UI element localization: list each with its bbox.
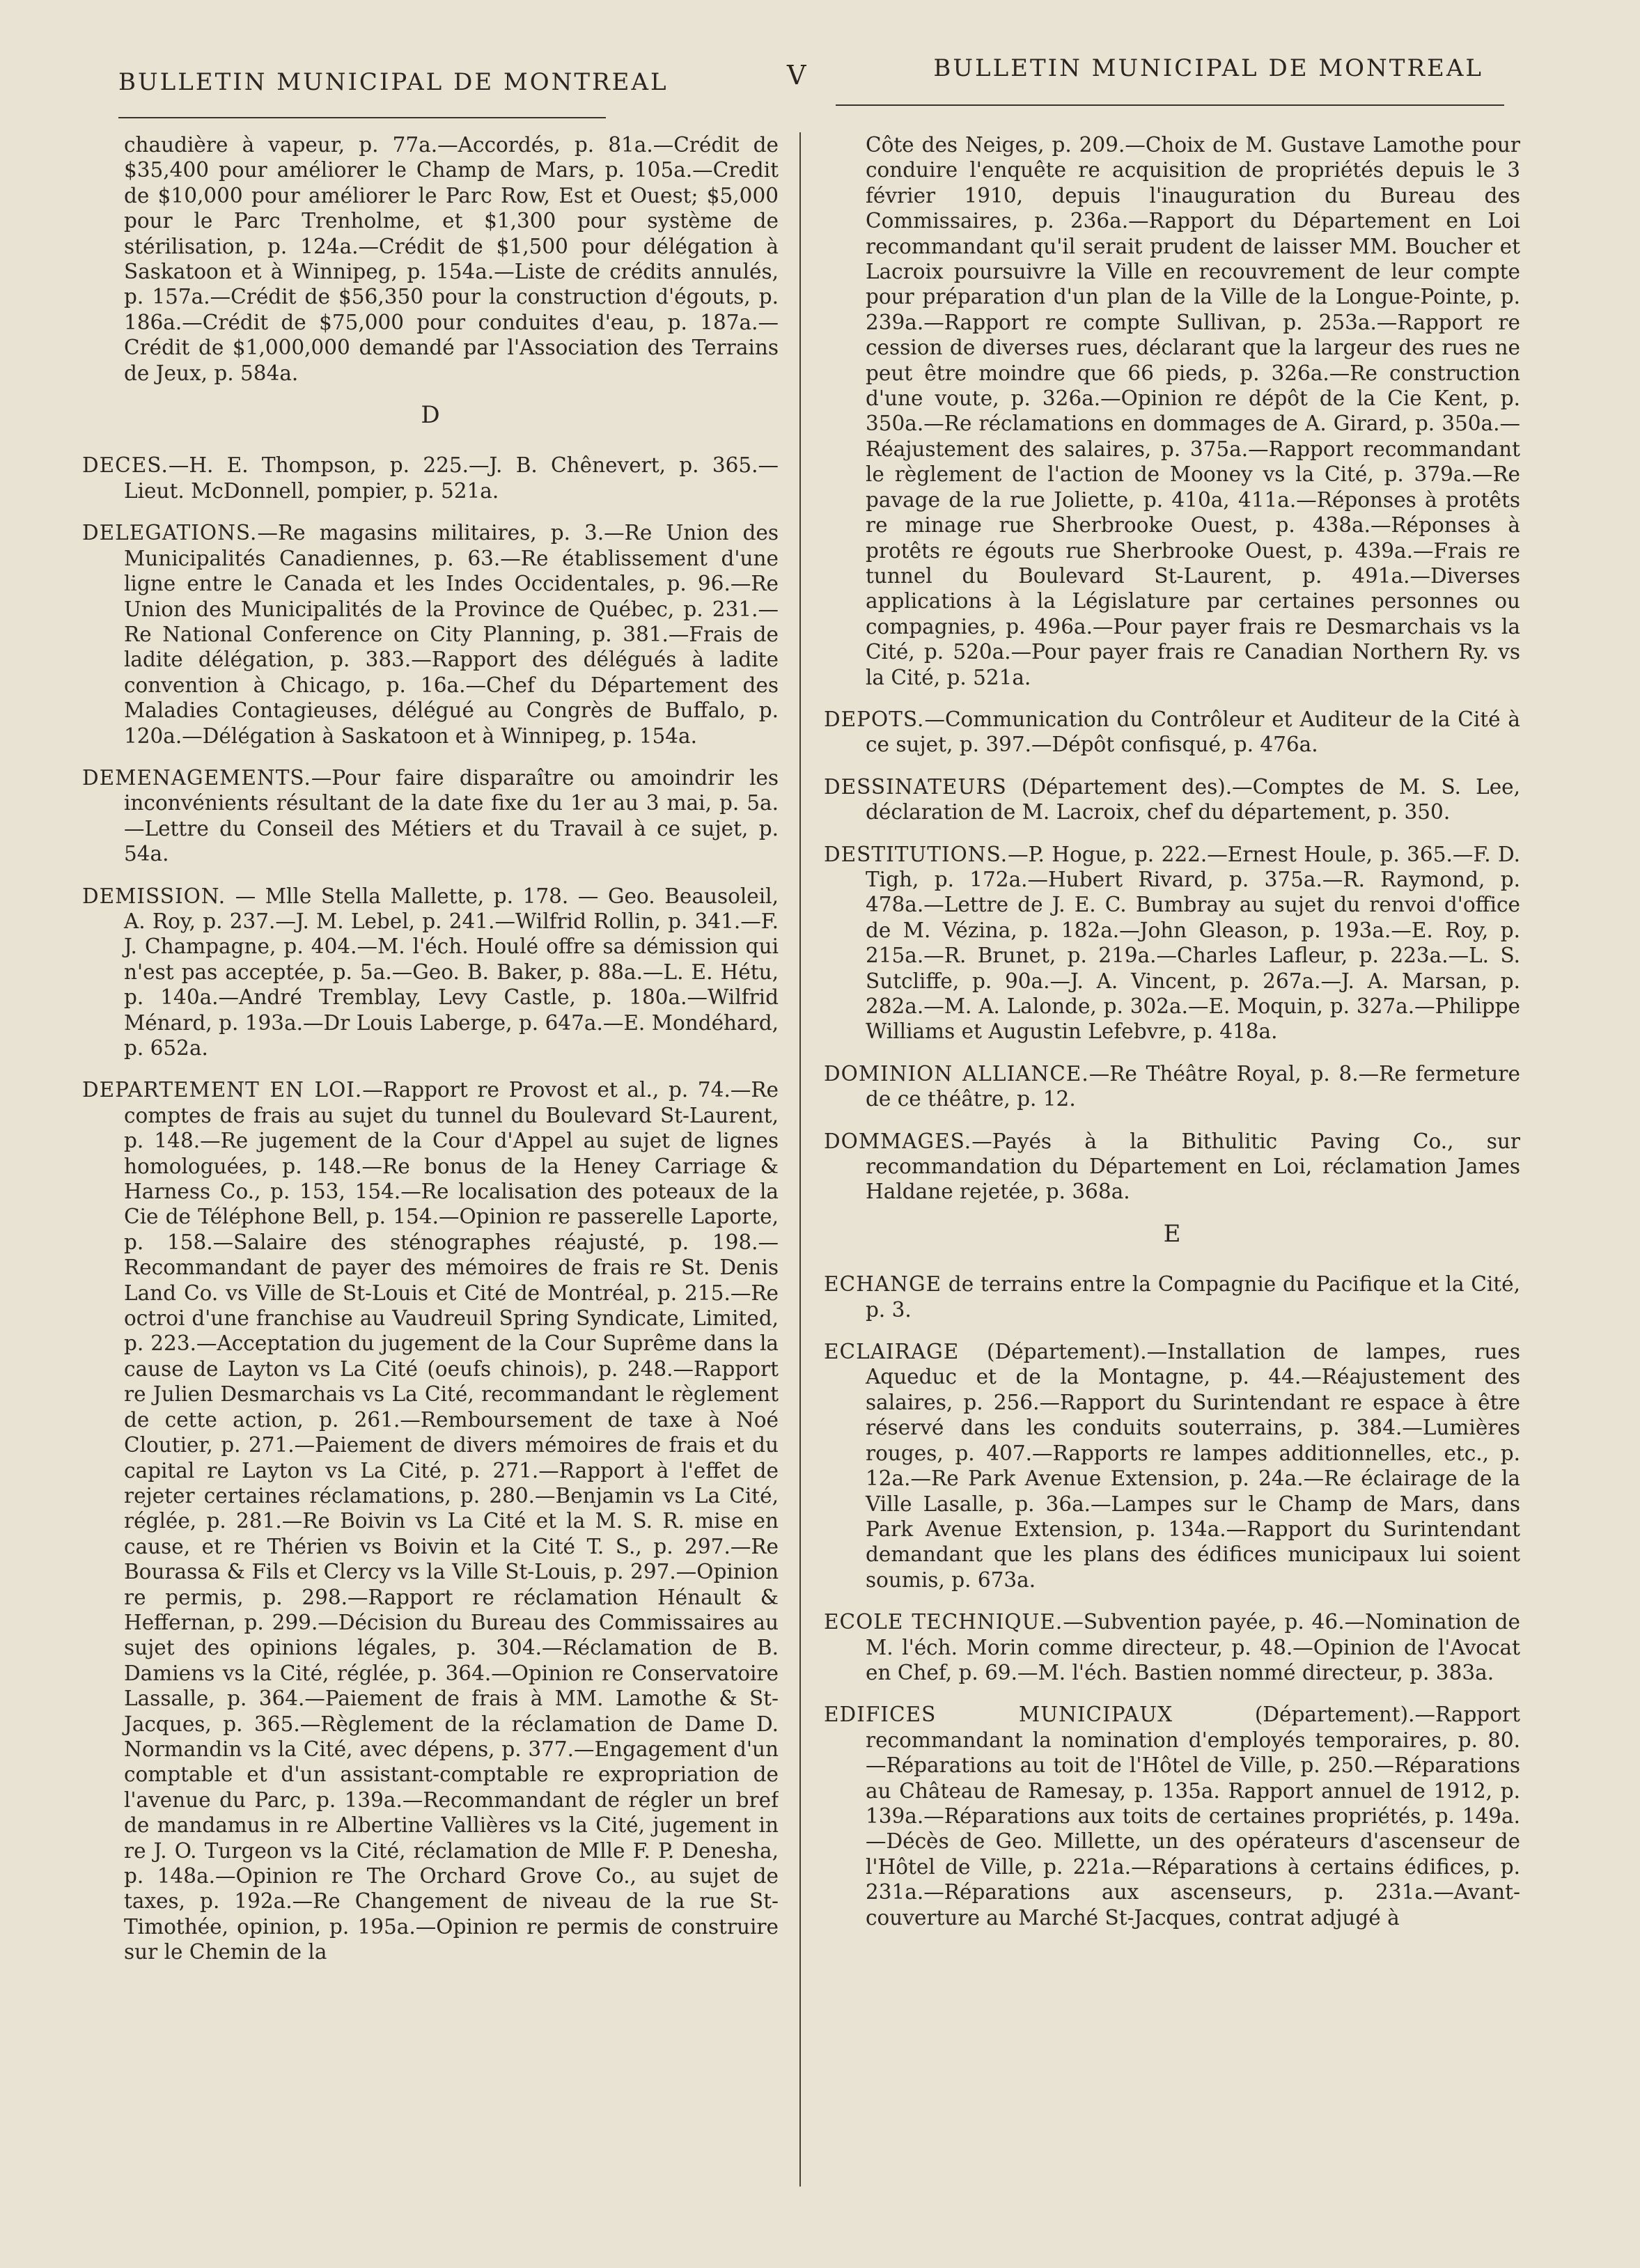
entry-text: — Mlle Stella Mallette, p. 178. — Geo. Beausoleil, A. Roy, p. 237.—J. M. Lebel, p. 241.—Wilfrid Rollin, p. 341.—F. J. Champagne, p. 404.—M. l'éch. Houlé offre sa démission qui n'est pas acceptée, p. 5a.—Geo. B. Baker, p. 88a.—L. E. Hétu, p. 140a.—André Tremblay, Levy Castle, p. 180a.—Wilfrid Ménard, p. 193a.—Dr Louis Laberge, p. 647a.—E. Mondéhard, p. 652a. <box>124 884 779 1060</box>
index-entry-dominion-alliance <box>824 1061 1520 1112</box>
index-entry-dessinateurs <box>824 774 1520 825</box>
entry-term: DOMINION ALLIANCE. <box>824 1061 1089 1086</box>
entry-term: ECHANGE <box>824 1272 942 1297</box>
entry-text: —Subvention payée, p. 46.—Nomination de M. l'éch. Morin comme directeur, p. 48.—Opinion de l'Avocat en Chef, p. 69.—M. l'éch. Bastien nommé directeur, p. 383a. <box>866 1610 1520 1684</box>
entry-term: DOMMAGES. <box>824 1129 972 1153</box>
entry-term: ECOLE TECHNIQUE. <box>824 1610 1063 1634</box>
index-entry-demenagements <box>82 765 779 867</box>
entry-text: —P. Hogue, p. 222.—Ernest Houle, p. 365.—F. D. Tigh, p. 172a.—Hubert Rivard, p. 375a.—R. Raymond, p. 478a.—Lettre de J. E. C. Bumbray au sujet du renvoi d'office de M. Vézina, p. 182a.—John Gleason, p. 193a.—E. Roy, p. 215a.—R. Brunet, p. 219a.—Charles Lafleur, p. 223a.—L. S. Sutcliffe, p. 90a.—J. A. Vincent, p. 267a.—J. A. Marsan, p. 282a.—M. A. Lalonde, p. 302a.—E. Moquin, p. 327a.—Philippe Williams et Augustin Lefebvre, p. 418a. <box>866 842 1520 1044</box>
header-rule-right <box>836 104 1504 106</box>
section-letter-d: D <box>421 401 440 430</box>
index-entry-dommages <box>824 1129 1520 1205</box>
entry-term: ECLAIRAGE <box>824 1340 960 1364</box>
index-entry-delegations <box>82 520 779 749</box>
left-column <box>82 132 779 2249</box>
continued-entry: chaudière à vapeur, p. 77a.—Accordés, p. 81a.—Crédit de $35,400 pour améliorer le Champ de Mars, p. 105a.—Credit de $10,000 pour améliorer le Parc Row, Est et Ouest; $5,000 pour le Parc Trenholme, et $1,300 pour système de stérilisation, p. 124a.—Crédit de $1,500 pour délégation à Saskatoon et à Winnipeg, p. 154a.—Liste de crédits annulés, p. 157a.—Crédit de $56,350 pour la construction d'égouts, p. 186a.—Crédit de $75,000 pour conduites d'eau, p. 187a.—Crédit de $1,000,000 demandé par l'Association des Terrains de Jeux, p. 584a. <box>124 133 779 385</box>
entry-text: —Pour faire disparaître ou amoindrir les inconvénients résultant de la date fixe du 1er au 3 mai, p. 5a.—Lettre du Conseil des Métiers et du Travail à ce sujet, p. 54a. <box>124 765 779 866</box>
entry-text: de terrains entre la Compagnie du Pacifique et la Cité, p. 3. <box>866 1272 1520 1322</box>
entry-term: DELEGATIONS. <box>82 521 258 545</box>
entry-term: DEMISSION. <box>82 884 226 908</box>
entry-term: DEPOTS. <box>824 707 925 731</box>
entry-term: DESSINATEURS <box>824 774 1007 799</box>
entry-text: —Re Théâtre Royal, p. 8.—Re fermeture de ce théâtre, p. 12. <box>866 1061 1520 1111</box>
entry-text: (Département des).—Comptes de M. S. Lee, déclaration de M. Lacroix, chef du département, p. 350. <box>866 774 1520 824</box>
entry-text: —H. E. Thompson, p. 225.—J. B. Chênevert, p. 365.—Lieut. McDonnell, pompier, p. 521a. <box>124 453 779 503</box>
entry-text: —Rapport re Provost et al., p. 74.—Re comptes de frais au sujet du tunnel du Boulevard St-Laurent, p. 148.—Re jugement de la Cour d'Appel au sujet de lignes homologuées, p. 148.—Re bonus de la Heney Carriage & Harness Co., p. 153, 154.—Re localisation des poteaux de la Cie de Téléphone Bell, p. 154.—Opinion re passerelle Laporte, p. 158.—Salaire des sténographes réajusté, p. 198.—Recommandant de payer des mémoires de frais re St. Denis Land Co. vs Ville de St-Louis et Cité de Montréal, p. 215.—Re octroi d'une franchise au Vaudreuil Spring Syndicate, Limited, p. 223.—Acceptation du jugement de la Cour Suprême dans la cause de Layton vs La Cité (oeufs chinois), p. 248.—Rapport re Julien Desmarchais vs La Cité, recommandant le règlement de cette action, p. 261.—Remboursement de taxe à Noé Cloutier, p. 271.—Paiement de divers mémoires de frais et du capital re Layton vs La Cité, p. 271.—Rapport à l'effet de rejeter certaines réclamations, p. 280.—Benjamin vs La Cité, réglée, p. 281.—Re Boivin vs La Cité et la M. S. R. mise en cause, et re Thérien vs Boivin et la Cité T. S., p. 297.—Re Bourassa & Fils et Clercy vs la Ville St-Louis, p. 297.—Opinion re permis, p. 298.—Rapport re réclamation Hénault & Heffernan, p. 299.—Décision du Bureau des Commissaires au sujet des opinions légales, p. 304.—Réclamation de B. Damiens vs la Cité, réglée, p. 364.—Opinion re Conservatoire Lassalle, p. 364.—Paiement de frais à MM. Lamothe & St-Jacques, p. 365.—Règlement de la réclamation de Dame D. Normandin vs la Cité, avec dépens, p. 377.—Engagement d'un comptable et d'un assistant-comptable re expropriation de l'avenue du Parc, p. 139a.—Recommandant de régler un bref de mandamus in re Albertine Vallières vs la Cité, jugement in re J. O. Turgeon vs la Cité, réclamation de Mlle F. P. Denesha, p. 148a.—Opinion re The Orchard Grove Co., au sujet de taxes, p. 192a.—Re Changement de niveau de la rue St-Timothée, opinion, p. 195a.—Opinion re permis de construire sur le Chemin de la <box>124 1078 779 1964</box>
index-entry-departement-en-loi <box>82 1077 779 1964</box>
entry-term: DEPARTEMENT EN LOI. <box>82 1078 363 1102</box>
index-entry-destitutions <box>824 842 1520 1045</box>
header-rule-left <box>118 117 606 118</box>
right-column <box>824 132 1520 2249</box>
entry-text: —Re magasins militaires, p. 3.—Re Union des Municipalités Canadiennes, p. 63.—Re établissement d'une ligne entre le Canada et les Indes Occidentales, p. 96.—Re Union des Municipalités de la Province de Québec, p. 231.—Re National Conference on City Planning, p. 381.—Frais de ladite délégation, p. 383.—Rapport des délégués à ladite convention à Chicago, p. 16a.—Chef du Département des Maladies Contagieuses, délégué au Congrès de Buffalo, p. 120a.—Délégation à Saskatoon et à Winnipeg, p. 154a. <box>124 521 779 748</box>
entry-term: DEMENAGEMENTS. <box>82 765 311 790</box>
header-title-right: BULLETIN MUNICIPAL DE MONTREAL <box>933 54 1483 82</box>
header-title-left: BULLETIN MUNICIPAL DE MONTREAL <box>118 68 669 96</box>
index-entry-depots <box>824 707 1520 758</box>
entry-term: DESTITUTIONS. <box>824 842 1008 866</box>
entry-text: (Département).—Installation de lampes, rues Aqueduc et de la Montagne, p. 44.—Réajustement des salaires, p. 256.—Rapport du Surintendant re espace à être réservé dans les conduits souterrains, p. 384.—Lumières rouges, p. 407.—Rapports re lampes additionnelles, etc., p. 12a.—Re Park Avenue Extension, p. 24a.—Re éclairage de la Ville Lasalle, p. 36a.—Lampes sur le Champ de Mars, dans Park Avenue Extension, p. 134a.—Rapport du Surintendant demandant que les plans des édifices municipaux lui soient soumis, p. 673a. <box>866 1340 1520 1592</box>
page-number: V <box>787 60 809 91</box>
entry-term: EDIFICES MUNICIPAUX <box>824 1703 1173 1727</box>
entry-text: —Communication du Contrôleur et Auditeur de la Cité à ce sujet, p. 397.—Dépôt confisqué, p. 476a. <box>866 707 1520 757</box>
index-entry-deces <box>82 453 779 503</box>
entry-text: —Payés à la Bithulitic Paving Co., sur recommandation du Département en Loi, réclamation James Haldane rejetée, p. 368a. <box>866 1129 1520 1204</box>
section-letter-e: E <box>1163 1219 1181 1248</box>
continued-entry: Côte des Neiges, p. 209.—Choix de M. Gustave Lamothe pour conduire l'enquête re acquisition de propriétés depuis le 3 février 1910, depuis l'inauguration du Bureau des Commissaires, p. 236a.—Rapport du Département en Loi recommandant qu'il serait prudent de laisser MM. Boucher et Lacroix poursuivre la Ville en recouvrement de leur compte pour préparation d'un plan de la Ville de la Longue-Pointe, p. 239a.—Rapport re compte Sullivan, p. 253a.—Rapport re cession de diverses rues, déclarant que la largeur des rues ne peut être moindre que 66 pieds, p. 326a.—Re construction d'une voute, p. 326a.—Opinion re dépôt de la Cie Kent, p. 350a.—Re réclamations en dommages de A. Girard, p. 350a.—Réajustement des salaires, p. 375a.—Rapport recommandant le règlement de l'action de Mooney vs la Cité, p. 379a.—Re pavage de la rue Joliette, p. 410a, 411a.—Réponses à protêts re minage rue Sherbrooke Ouest, p. 438a.—Réponses à protêts re égouts rue Sherbrooke Ouest, p. 439a.—Frais re tunnel du Boulevard St-Laurent, p. 491a.—Diverses applications à la Législature par certaines personnes ou compagnies, p. 496a.—Pour payer frais re Desmarchais vs la Cité, p. 520a.—Pour payer frais re Canadian Northern Ry. vs la Cité, p. 521a. <box>866 133 1520 689</box>
index-entry-edifices-municipaux <box>824 1702 1520 1930</box>
index-entry-echange <box>824 1272 1520 1322</box>
entry-text: (Département).—Rapport recommandant la nomination d'employés temporaires, p. 80.—Réparations au toit de l'Hôtel de Ville, p. 250.—Réparations au Château de Ramesay, p. 135a. Rapport annuel de 1912, p. 139a.—Réparations aux toits de certaines propriétés, p. 149a.—Décès de Geo. Millette, un des opérateurs d'ascenseur de l'Hôtel de Ville, p. 221a.—Réparations à certains édifices, p. 231a.—Réparations aux ascenseurs, p. 231a.—Avant-couverture au Marché St-Jacques, contrat adjugé à <box>866 1703 1520 1930</box>
index-entry-eclairage <box>824 1339 1520 1593</box>
column-divider <box>799 132 801 2187</box>
entry-term: DECES. <box>82 453 169 478</box>
index-entry-ecole-technique <box>824 1609 1520 1685</box>
index-entry-demission <box>82 884 779 1061</box>
running-header <box>118 54 1483 103</box>
